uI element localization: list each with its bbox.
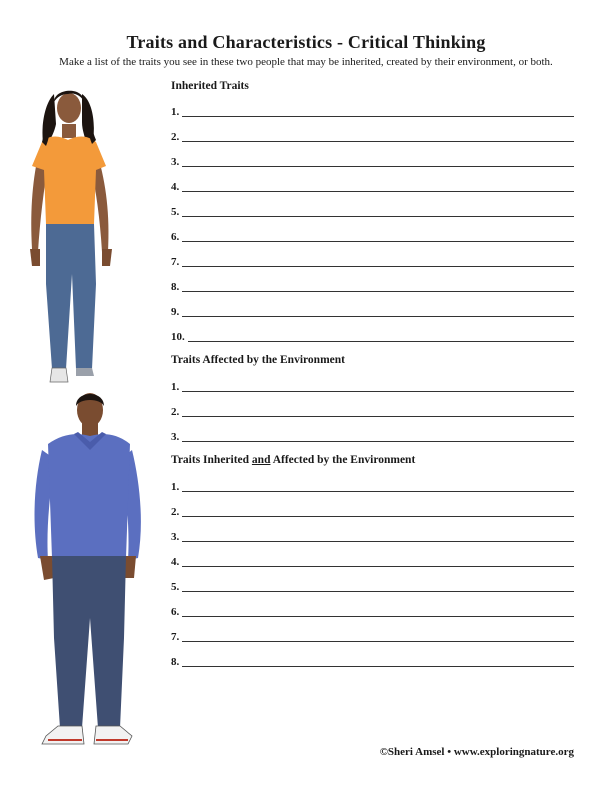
answer-rule[interactable] — [182, 116, 574, 117]
inherited-answer-line[interactable] — [171, 252, 574, 268]
both-traits-heading — [171, 454, 415, 466]
answer-rule[interactable] — [182, 516, 574, 517]
answer-rule[interactable] — [182, 641, 574, 642]
line-number: 5. — [171, 581, 180, 593]
line-number: 7. — [171, 256, 180, 268]
line-number: 6. — [171, 231, 180, 243]
answer-rule[interactable] — [182, 141, 574, 142]
line-number: 1. — [171, 481, 180, 493]
both-heading-pre: Traits Inherited — [171, 454, 252, 466]
answer-rule[interactable] — [182, 216, 574, 217]
line-number: 8. — [171, 656, 180, 668]
both-answer-line[interactable] — [171, 577, 574, 593]
answer-rule[interactable] — [182, 616, 574, 617]
environment-answer-line[interactable] — [171, 377, 574, 393]
page-title: Traits and Characteristics - Critical Thinking — [126, 32, 486, 52]
line-number: 3. — [171, 431, 180, 443]
answer-rule[interactable] — [182, 491, 574, 492]
inherited-answer-line[interactable] — [171, 127, 574, 143]
answer-rule[interactable] — [188, 341, 574, 342]
line-number: 6. — [171, 606, 180, 618]
line-number: 1. — [171, 381, 180, 393]
answer-rule[interactable] — [182, 316, 574, 317]
answer-rule[interactable] — [182, 566, 574, 567]
line-number: 7. — [171, 631, 180, 643]
answer-rule[interactable] — [182, 391, 574, 392]
both-heading-and: and — [251, 454, 271, 466]
both-answer-line[interactable] — [171, 602, 574, 618]
line-number: 2. — [171, 506, 180, 518]
woman-illustration — [24, 84, 120, 386]
line-number: 8. — [171, 281, 180, 293]
inherited-answer-line[interactable] — [171, 152, 574, 168]
both-answer-line[interactable] — [171, 502, 574, 518]
instructions: Make a list of the traits you see in these two people that may be inherited, created by their environment, or both. — [59, 56, 553, 68]
man-illustration — [28, 388, 146, 756]
environment-answer-line[interactable] — [171, 402, 574, 418]
line-number: 1. — [171, 106, 180, 118]
answer-rule[interactable] — [182, 666, 574, 667]
inherited-answer-line[interactable] — [171, 327, 574, 343]
line-number: 4. — [171, 181, 180, 193]
line-number: 10. — [171, 331, 185, 343]
line-number: 4. — [171, 556, 180, 568]
both-answer-line[interactable] — [171, 652, 574, 668]
answer-rule[interactable] — [182, 591, 574, 592]
inherited-answer-line[interactable] — [171, 177, 574, 193]
line-number: 2. — [171, 131, 180, 143]
both-answer-line[interactable] — [171, 527, 574, 543]
answer-rule[interactable] — [182, 291, 574, 292]
line-number: 3. — [171, 156, 180, 168]
both-answer-line[interactable] — [171, 627, 574, 643]
line-number: 9. — [171, 306, 180, 318]
line-number: 3. — [171, 531, 180, 543]
line-number: 2. — [171, 406, 180, 418]
inherited-answer-line[interactable] — [171, 227, 574, 243]
answer-rule[interactable] — [182, 416, 574, 417]
environment-answer-line[interactable] — [171, 427, 574, 443]
inherited-answer-line[interactable] — [171, 102, 574, 118]
inherited-answer-line[interactable] — [171, 302, 574, 318]
both-answer-line[interactable] — [171, 477, 574, 493]
answer-rule[interactable] — [182, 541, 574, 542]
line-number: 5. — [171, 206, 180, 218]
environment-traits-heading: Traits Affected by the Environment — [171, 354, 345, 366]
both-answer-line[interactable] — [171, 552, 574, 568]
answer-rule[interactable] — [182, 441, 574, 442]
both-heading-post: Affected by the Environment — [270, 454, 416, 466]
answer-rule[interactable] — [182, 266, 574, 267]
answer-rule[interactable] — [182, 191, 574, 192]
answer-rule[interactable] — [182, 241, 574, 242]
inherited-answer-line[interactable] — [171, 202, 574, 218]
inherited-answer-line[interactable] — [171, 277, 574, 293]
inherited-traits-heading: Inherited Traits — [171, 80, 249, 92]
footer-credit: ©Sheri Amsel • www.exploringnature.org — [379, 746, 574, 758]
answer-rule[interactable] — [182, 166, 574, 167]
